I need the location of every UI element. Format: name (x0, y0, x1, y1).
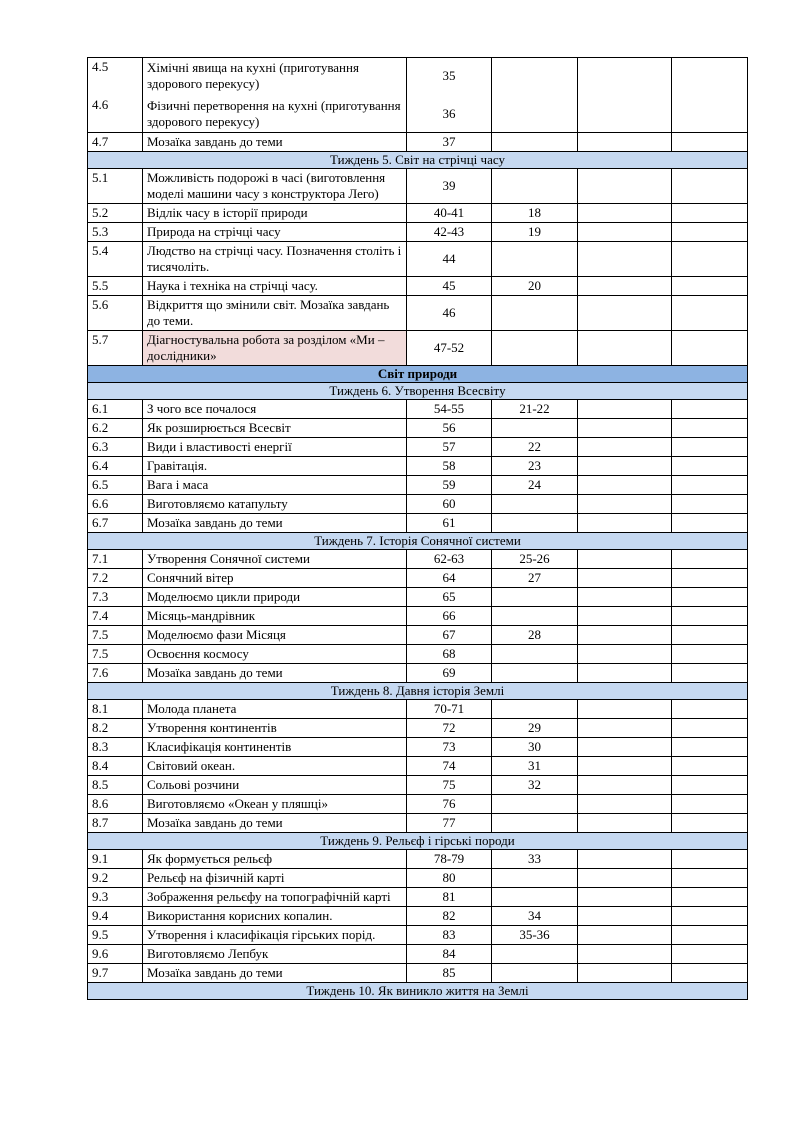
lesson-exercise: 24 (492, 476, 578, 495)
lesson-number-cell (88, 58, 143, 133)
lesson-exercise: 21-22 (492, 400, 578, 419)
table-row (88, 626, 748, 645)
empty-cell (578, 331, 672, 366)
lesson-title: Виготовляємо «Океан у пляшці» (143, 795, 407, 814)
lesson-title: Утворення континентів (143, 719, 407, 738)
lesson-exercise (492, 645, 578, 664)
empty-cell (578, 814, 672, 833)
lesson-pages: 54-55 (407, 400, 492, 419)
week-header-row (88, 533, 748, 550)
lesson-number: 5.4 (88, 242, 143, 277)
lesson-pages: 65 (407, 588, 492, 607)
lesson-pages: 66 (407, 607, 492, 626)
lesson-title: Освоєння космосу (143, 645, 407, 664)
lesson-plan-body (88, 58, 748, 1000)
table-row (88, 776, 748, 795)
lesson-number: 5.3 (88, 223, 143, 242)
lesson-pages: 85 (407, 964, 492, 983)
lesson-exercise: 35-36 (492, 926, 578, 945)
empty-cell (672, 550, 748, 569)
lesson-pages: 62-63 (407, 550, 492, 569)
lesson-number: 6.2 (88, 419, 143, 438)
lesson-exercise: 34 (492, 907, 578, 926)
table-row (88, 277, 748, 296)
lesson-title: Мозаїка завдань до теми (143, 664, 407, 683)
lesson-pages: 76 (407, 795, 492, 814)
lesson-title: Мозаїка завдань до теми (143, 964, 407, 983)
table-row (88, 419, 748, 438)
empty-cell (672, 700, 748, 719)
week-title: Тиждень 9. Рельєф і гірські породи (88, 833, 748, 850)
lesson-pages: 83 (407, 926, 492, 945)
lesson-title: Гравітація. (143, 457, 407, 476)
lesson-title: Відлік часу в історії природи (143, 204, 407, 223)
empty-cell (672, 400, 748, 419)
empty-cell (672, 58, 748, 133)
week-title: Тиждень 8. Давня історія Землі (88, 683, 748, 700)
lesson-exercise (492, 869, 578, 888)
lesson-exercise: 30 (492, 738, 578, 757)
empty-cell (672, 569, 748, 588)
empty-cell (578, 495, 672, 514)
lesson-exercise: 28 (492, 626, 578, 645)
lesson-number: 6.3 (88, 438, 143, 457)
lesson-number: 6.7 (88, 514, 143, 533)
lesson-pages: 68 (407, 645, 492, 664)
lesson-title: З чого все почалося (143, 400, 407, 419)
lesson-exercise (492, 888, 578, 907)
lesson-plan-table (87, 57, 748, 1000)
empty-cell (672, 242, 748, 277)
lesson-pages: 39 (407, 169, 492, 204)
empty-cell (578, 550, 672, 569)
empty-cell (578, 242, 672, 277)
empty-cell (672, 607, 748, 626)
lesson-number: 4.7 (88, 133, 143, 152)
lesson-exercise (492, 133, 578, 152)
lesson-number: 5.1 (88, 169, 143, 204)
empty-cell (672, 133, 748, 152)
empty-cell (672, 419, 748, 438)
table-row (88, 888, 748, 907)
empty-cell (578, 700, 672, 719)
lesson-number: 6.1 (88, 400, 143, 419)
table-row (88, 588, 748, 607)
empty-cell (672, 223, 748, 242)
lesson-title-cell (143, 58, 407, 133)
lesson-pages: 44 (407, 242, 492, 277)
empty-cell (578, 888, 672, 907)
lesson-title: Виготовляємо Лепбук (143, 945, 407, 964)
lesson-exercise (492, 495, 578, 514)
lesson-pages: 35 (442, 68, 456, 83)
table-row-pair (88, 58, 748, 133)
table-row (88, 926, 748, 945)
lesson-exercise (492, 331, 578, 366)
lesson-exercise: 31 (492, 757, 578, 776)
lesson-number: 6.4 (88, 457, 143, 476)
empty-cell (672, 457, 748, 476)
lesson-exercise: 20 (492, 277, 578, 296)
lesson-title: Фізичні перетворення на кухні (приготування здорового перекусу) (147, 98, 401, 129)
lesson-exercise (492, 242, 578, 277)
table-row (88, 945, 748, 964)
lesson-number: 5.2 (88, 204, 143, 223)
table-row (88, 964, 748, 983)
lesson-number: 9.4 (88, 907, 143, 926)
week-header-row (88, 833, 748, 850)
empty-cell (578, 277, 672, 296)
empty-cell (578, 850, 672, 869)
lesson-number: 8.6 (88, 795, 143, 814)
lesson-number: 4.5 (92, 59, 109, 74)
lesson-number: 8.4 (88, 757, 143, 776)
lesson-pages: 82 (407, 907, 492, 926)
table-row (88, 400, 748, 419)
lesson-number: 6.5 (88, 476, 143, 495)
lesson-pages: 40-41 (407, 204, 492, 223)
lesson-number: 7.3 (88, 588, 143, 607)
week-title: Тиждень 5. Світ на стрічці часу (88, 152, 748, 169)
empty-cell (578, 907, 672, 926)
lesson-number: 7.5 (88, 626, 143, 645)
empty-cell (578, 457, 672, 476)
lesson-exercise (492, 169, 578, 204)
table-row (88, 550, 748, 569)
empty-cell (672, 814, 748, 833)
lesson-pages: 77 (407, 814, 492, 833)
lesson-exercise (492, 514, 578, 533)
lesson-number: 4.6 (92, 97, 109, 112)
empty-cell (672, 277, 748, 296)
lesson-pages: 61 (407, 514, 492, 533)
empty-cell (578, 400, 672, 419)
section-header-row (88, 366, 748, 383)
empty-cell (578, 869, 672, 888)
table-row (88, 169, 748, 204)
empty-cell (578, 514, 672, 533)
lesson-number: 8.1 (88, 700, 143, 719)
lesson-pages: 58 (407, 457, 492, 476)
lesson-number: 5.7 (88, 331, 143, 366)
lesson-pages: 42-43 (407, 223, 492, 242)
table-row (88, 495, 748, 514)
lesson-pages: 37 (407, 133, 492, 152)
week-header-row (88, 983, 748, 1000)
lesson-title: Використання корисних копалин. (143, 907, 407, 926)
lesson-number: 8.7 (88, 814, 143, 833)
empty-cell (672, 476, 748, 495)
week-title: Тиждень 7. Історія Сонячної системи (88, 533, 748, 550)
lesson-number: 9.5 (88, 926, 143, 945)
empty-cell (578, 204, 672, 223)
lesson-title: Наука і техніка на стрічці часу. (143, 277, 407, 296)
lesson-pages: 81 (407, 888, 492, 907)
lesson-number: 8.3 (88, 738, 143, 757)
empty-cell (578, 607, 672, 626)
empty-cell (578, 169, 672, 204)
lesson-number: 7.2 (88, 569, 143, 588)
lesson-pages: 67 (407, 626, 492, 645)
lesson-number: 9.1 (88, 850, 143, 869)
table-row (88, 850, 748, 869)
empty-cell (672, 964, 748, 983)
empty-cell (578, 476, 672, 495)
empty-cell (578, 223, 672, 242)
empty-cell (578, 438, 672, 457)
lesson-number: 7.1 (88, 550, 143, 569)
empty-cell (578, 645, 672, 664)
lesson-exercise: 32 (492, 776, 578, 795)
lesson-title: Місяць-мандрівник (143, 607, 407, 626)
lesson-number: 9.7 (88, 964, 143, 983)
lesson-number: 8.2 (88, 719, 143, 738)
empty-cell (672, 626, 748, 645)
pages-cell (407, 58, 492, 133)
empty-cell (672, 907, 748, 926)
lesson-exercise (492, 664, 578, 683)
lesson-exercise: 29 (492, 719, 578, 738)
lesson-pages: 69 (407, 664, 492, 683)
lesson-exercise: 25-26 (492, 550, 578, 569)
lesson-pages: 56 (407, 419, 492, 438)
lesson-pages: 46 (407, 296, 492, 331)
lesson-title: Моделюємо цикли природи (143, 588, 407, 607)
lesson-number: 9.3 (88, 888, 143, 907)
empty-cell (578, 776, 672, 795)
lesson-exercise (492, 607, 578, 626)
lesson-pages: 59 (407, 476, 492, 495)
table-row (88, 719, 748, 738)
empty-cell (672, 588, 748, 607)
lesson-title: Утворення Сонячної системи (143, 550, 407, 569)
week-title: Тиждень 10. Як виникло життя на Землі (88, 983, 748, 1000)
empty-cell (672, 645, 748, 664)
lesson-number: 8.5 (88, 776, 143, 795)
lesson-exercise: 18 (492, 204, 578, 223)
lesson-title: Утворення і класифікація гірських порід. (143, 926, 407, 945)
lesson-exercise: 27 (492, 569, 578, 588)
table-row (88, 645, 748, 664)
empty-cell (578, 419, 672, 438)
table-row (88, 514, 748, 533)
lesson-pages: 57 (407, 438, 492, 457)
lesson-title: Класифікація континентів (143, 738, 407, 757)
empty-cell (578, 569, 672, 588)
empty-cell (578, 588, 672, 607)
lesson-number: 9.2 (88, 869, 143, 888)
table-row (88, 869, 748, 888)
week-header-row (88, 683, 748, 700)
lesson-number: 5.6 (88, 296, 143, 331)
lesson-exercise (492, 964, 578, 983)
empty-cell (578, 945, 672, 964)
lesson-title: Сольові розчини (143, 776, 407, 795)
empty-cell (672, 296, 748, 331)
empty-cell (672, 776, 748, 795)
empty-cell (672, 169, 748, 204)
empty-cell (578, 757, 672, 776)
empty-cell (672, 795, 748, 814)
lesson-title: Мозаїка завдань до теми (143, 133, 407, 152)
empty-cell (672, 664, 748, 683)
empty-cell (578, 626, 672, 645)
empty-cell (672, 926, 748, 945)
lesson-number: 7.5 (88, 645, 143, 664)
table-row (88, 457, 748, 476)
lesson-pages: 64 (407, 569, 492, 588)
empty-cell (578, 926, 672, 945)
lesson-pages: 60 (407, 495, 492, 514)
lesson-number: 6.6 (88, 495, 143, 514)
table-row (88, 438, 748, 457)
lesson-pages: 75 (407, 776, 492, 795)
lesson-title: Природа на стрічці часу (143, 223, 407, 242)
empty-cell (578, 795, 672, 814)
table-row (88, 569, 748, 588)
empty-cell (672, 738, 748, 757)
lesson-title: Мозаїка завдань до теми (143, 514, 407, 533)
lesson-pages: 73 (407, 738, 492, 757)
lesson-title: Як розширюється Всесвіт (143, 419, 407, 438)
lesson-title: Як формується рельєф (143, 850, 407, 869)
lesson-exercise: 33 (492, 850, 578, 869)
empty-cell (578, 296, 672, 331)
lesson-title: Діагностувальна робота за розділом «Ми – дослідники» (143, 331, 407, 366)
table-row (88, 476, 748, 495)
lesson-pages: 78-79 (407, 850, 492, 869)
section-title: Світ природи (88, 366, 748, 383)
week-header-row (88, 152, 748, 169)
week-header-row (88, 383, 748, 400)
empty-cell (672, 719, 748, 738)
lesson-exercise (492, 795, 578, 814)
empty-cell (578, 58, 672, 133)
lesson-exercise: 23 (492, 457, 578, 476)
lesson-exercise (492, 419, 578, 438)
table-row (88, 607, 748, 626)
table-row (88, 296, 748, 331)
empty-cell (578, 964, 672, 983)
table-row (88, 757, 748, 776)
lesson-title: Вага і маса (143, 476, 407, 495)
lesson-title: Людство на стрічці часу. Позначення століть і тисячоліть. (143, 242, 407, 277)
lesson-title: Відкриття що змінили світ. Мозаїка завдань до теми. (143, 296, 407, 331)
lesson-pages: 74 (407, 757, 492, 776)
empty-cell (578, 133, 672, 152)
table-row (88, 664, 748, 683)
lesson-title: Виготовляємо катапульту (143, 495, 407, 514)
table-row (88, 700, 748, 719)
lesson-number: 7.6 (88, 664, 143, 683)
lesson-exercise (492, 700, 578, 719)
empty-cell (672, 495, 748, 514)
lesson-title: Види і властивості енергії (143, 438, 407, 457)
lesson-exercise (492, 814, 578, 833)
table-row (88, 738, 748, 757)
lesson-pages: 84 (407, 945, 492, 964)
empty-cell (578, 719, 672, 738)
lesson-title: Молода планета (143, 700, 407, 719)
table-row (88, 814, 748, 833)
lesson-exercise (492, 588, 578, 607)
lesson-exercise: 22 (492, 438, 578, 457)
lesson-title: Рельєф на фізичній карті (143, 869, 407, 888)
lesson-title: Світовий океан. (143, 757, 407, 776)
empty-cell (672, 331, 748, 366)
lesson-number: 9.6 (88, 945, 143, 964)
empty-cell (672, 869, 748, 888)
exercise-cell (492, 58, 578, 133)
table-row (88, 204, 748, 223)
table-row (88, 331, 748, 366)
empty-cell (672, 204, 748, 223)
table-row (88, 907, 748, 926)
empty-cell (672, 945, 748, 964)
lesson-title: Зображення рельєфу на топографічній карті (143, 888, 407, 907)
lesson-title: Можливість подорожі в часі (виготовлення моделі машини часу з конструктора Лего) (143, 169, 407, 204)
lesson-title: Мозаїка завдань до теми (143, 814, 407, 833)
empty-cell (672, 757, 748, 776)
lesson-exercise (492, 296, 578, 331)
lesson-number: 5.5 (88, 277, 143, 296)
empty-cell (672, 888, 748, 907)
lesson-pages: 72 (407, 719, 492, 738)
table-row (88, 223, 748, 242)
lesson-title: Хімічні явища на кухні (приготування здорового перекусу) (147, 60, 359, 91)
empty-cell (672, 850, 748, 869)
lesson-pages: 45 (407, 277, 492, 296)
lesson-pages: 47-52 (407, 331, 492, 366)
table-row (88, 242, 748, 277)
lesson-pages: 70-71 (407, 700, 492, 719)
empty-cell (578, 664, 672, 683)
table-row (88, 795, 748, 814)
lesson-exercise: 19 (492, 223, 578, 242)
table-row (88, 133, 748, 152)
empty-cell (672, 514, 748, 533)
lesson-pages: 80 (407, 869, 492, 888)
lesson-number: 7.4 (88, 607, 143, 626)
lesson-title: Сонячний вітер (143, 569, 407, 588)
week-title: Тиждень 6. Утворення Всесвіту (88, 383, 748, 400)
empty-cell (672, 438, 748, 457)
lesson-exercise (492, 945, 578, 964)
lesson-title: Моделюємо фази Місяця (143, 626, 407, 645)
empty-cell (578, 738, 672, 757)
lesson-pages: 36 (442, 106, 456, 121)
